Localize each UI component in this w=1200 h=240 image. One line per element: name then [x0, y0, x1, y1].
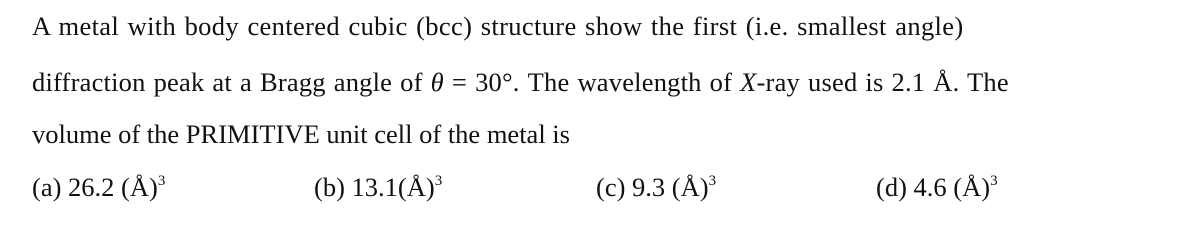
- question-text-segment: diffraction peak at a Bragg angle of: [32, 67, 431, 97]
- option-c-exponent: 3: [708, 173, 717, 189]
- option-d-exponent: 3: [990, 173, 998, 189]
- option-b-exponent: 3: [434, 173, 443, 189]
- option-d-label: (d) 4.6 (Å): [876, 172, 991, 202]
- question-text-segment: = 30°. The wavelength of: [443, 67, 741, 97]
- option-b-label: (b) 13.1(Å): [314, 172, 435, 202]
- option-c-label: (c) 9.3 (Å): [596, 172, 709, 202]
- option-a-label: (a) 26.2 (Å): [32, 172, 158, 202]
- question-line-3: volume of the PRIMITIVE unit cell of the metal is: [32, 119, 570, 149]
- option-c[interactable]: [596, 170, 716, 204]
- option-b[interactable]: [314, 170, 442, 204]
- option-a[interactable]: [32, 170, 165, 204]
- question-line-1: A metal with body centered cubic (bcc) structure show the first (i.e. smallest angle): [32, 11, 964, 41]
- option-d[interactable]: [876, 170, 998, 204]
- question-text-segment: -ray used is 2.1 Å. The: [756, 67, 1009, 97]
- option-a-exponent: 3: [157, 173, 166, 189]
- theta-symbol: θ: [430, 67, 444, 97]
- question-line-2: [32, 66, 1009, 98]
- xray-symbol: X: [740, 67, 757, 97]
